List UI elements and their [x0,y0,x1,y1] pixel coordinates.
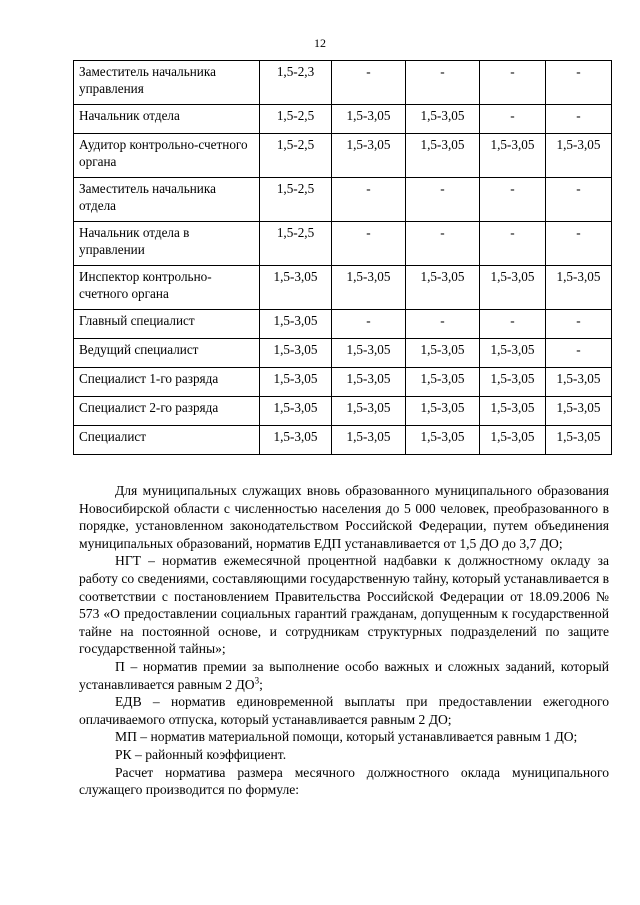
rate-cell: 1,5-3,05 [480,134,546,178]
position-cell: Начальник отдела в управлении [74,222,260,266]
rate-cell: - [406,222,480,266]
rate-cell: - [546,178,612,222]
paragraph-ngt: НГТ – норматив ежемесячной процентной надбавки к должностному окладу за работу со сведениями, составляющими государственную тайну, который устанавливается в соответствии с постановлением Правительства Российской Федерации от 18.09.2006 № 573 «О предоставлении социальных гарантий гражданам, допущенным к государственной тайне на постоянной основе, и сотрудникам структурных подразделений по защите государственной тайны»; [79,553,609,657]
rate-cell: 1,5-3,05 [332,368,406,397]
rate-cell: - [406,61,480,105]
rate-cell: - [546,61,612,105]
rate-cell: 1,5-3,05 [480,266,546,310]
rate-cell: 1,5-2,5 [260,105,332,134]
rate-cell: - [546,222,612,266]
rate-cell: - [480,105,546,134]
rate-cell: 1,5-2,5 [260,222,332,266]
table-row [74,266,612,310]
rate-cell: 1,5-2,3 [260,61,332,105]
rate-cell: - [406,178,480,222]
table-row [74,368,612,397]
page-number: 12 [314,36,326,50]
table-row [74,61,612,105]
body-text [79,482,609,799]
rate-cell: 1,5-3,05 [260,310,332,339]
position-cell: Заместитель начальника управления [74,61,260,105]
rate-cell: 1,5-2,5 [260,134,332,178]
rate-cell: 1,5-3,05 [406,339,480,368]
rate-cell: 1,5-3,05 [260,266,332,310]
paragraph-edv: ЕДВ – норматив единовременной выплаты при предоставлении ежегодного оплачиваемого отпуска, который устанавливается равным 2 ДО; [79,694,609,727]
rate-cell: 1,5-3,05 [546,426,612,455]
footnote-mark: 3 [254,675,260,685]
rate-cell: - [332,310,406,339]
rate-cell: - [546,310,612,339]
position-cell: Специалист [74,426,260,455]
rate-cell: - [332,178,406,222]
rate-cell: 1,5-3,05 [546,266,612,310]
rate-cell: - [546,339,612,368]
rate-cell: - [480,61,546,105]
position-cell: Заместитель начальника отдела [74,178,260,222]
rate-cell: 1,5-3,05 [332,426,406,455]
salary-rate-table [73,60,612,455]
rate-cell: 1,5-3,05 [406,397,480,426]
rate-cell: 1,5-3,05 [480,426,546,455]
rate-cell: 1,5-3,05 [260,368,332,397]
rate-cell: 1,5-2,5 [260,178,332,222]
position-cell: Ведущий специалист [74,339,260,368]
rate-cell: 1,5-3,05 [546,397,612,426]
rate-cell: 1,5-3,05 [332,134,406,178]
rate-cell: 1,5-3,05 [406,368,480,397]
paragraph-formula-intro: Расчет норматива размера месячного должностного оклада муниципального служащего производится по формуле: [79,764,609,798]
table-body [74,61,612,455]
premium-text-end: ; [259,676,263,692]
premium-text: П – норматив премии за выполнение особо важных и сложных заданий, который устанавливается равным 2 ДО [79,658,609,692]
table-row [74,222,612,266]
paragraph-premium [79,658,609,693]
position-cell: Специалист 1-го разряда [74,368,260,397]
table-row [74,178,612,222]
rate-cell: 1,5-3,05 [406,426,480,455]
table-row [74,105,612,134]
rate-cell: 1,5-3,05 [480,339,546,368]
table-row [74,397,612,426]
rate-cell: - [480,222,546,266]
rate-cell: 1,5-3,05 [480,368,546,397]
position-cell: Специалист 2-го разряда [74,397,260,426]
position-cell: Аудитор контрольно-счетного органа [74,134,260,178]
rate-cell: - [332,61,406,105]
rate-cell: - [406,310,480,339]
rate-cell: 1,5-3,05 [546,368,612,397]
table-row [74,426,612,455]
rate-cell: 1,5-3,05 [260,426,332,455]
position-cell: Главный специалист [74,310,260,339]
paragraph-edp: Для муниципальных служащих вновь образованного муниципального образования Новосибирской области с численностью населения до 5 000 человек, преобразованного в порядке, установленном законодательством Российской Федерации, путем объединения муниципальных образований, норматив ЕДП устанавливается от 1,5 ДО до 3,7 ДО; [79,483,609,551]
table-row [74,339,612,368]
rate-cell: - [546,105,612,134]
rate-cell: - [332,222,406,266]
rate-cell: 1,5-3,05 [332,266,406,310]
rate-cell: 1,5-3,05 [546,134,612,178]
rate-cell: - [480,178,546,222]
paragraph-mp: МП – норматив материальной помощи, который устанавливается равным 1 ДО; [115,729,578,745]
table-row [74,310,612,339]
rate-cell: 1,5-3,05 [406,134,480,178]
rate-cell: 1,5-3,05 [480,397,546,426]
rate-cell: 1,5-3,05 [332,339,406,368]
rate-cell: - [480,310,546,339]
rate-cell: 1,5-3,05 [406,105,480,134]
rate-cell: 1,5-3,05 [406,266,480,310]
position-cell: Начальник отдела [74,105,260,134]
position-cell: Инспектор контрольно-счетного органа [74,266,260,310]
rate-cell: 1,5-3,05 [260,397,332,426]
rate-cell: 1,5-3,05 [260,339,332,368]
rate-cell: 1,5-3,05 [332,397,406,426]
paragraph-rk: РК – районный коэффициент. [115,746,287,762]
table-row [74,134,612,178]
rate-cell: 1,5-3,05 [332,105,406,134]
